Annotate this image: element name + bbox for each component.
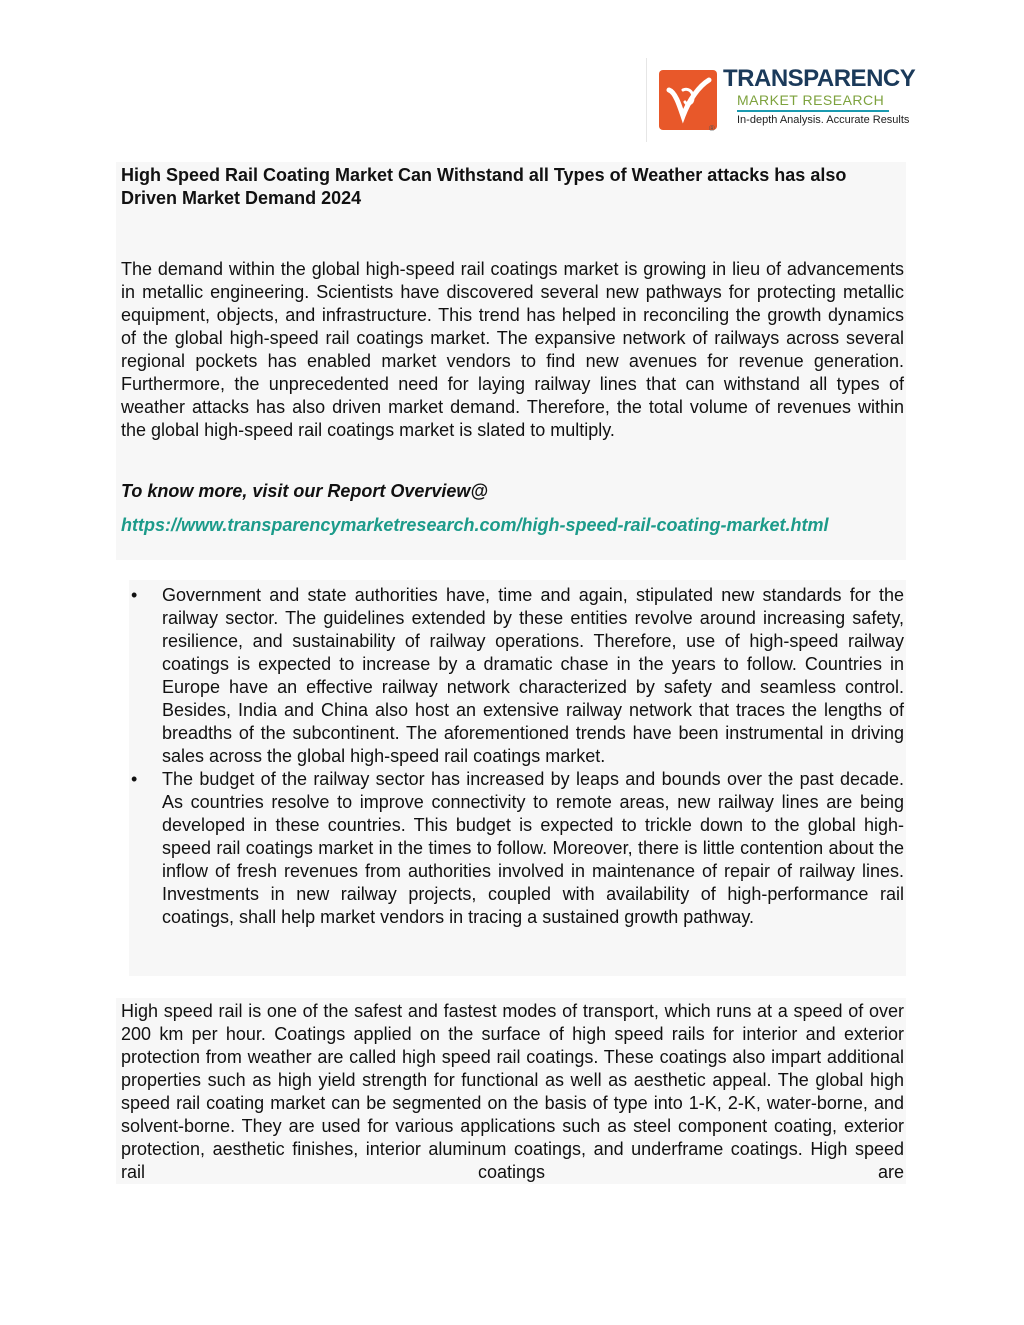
- list-item: [129, 584, 904, 768]
- logo-divider: [737, 110, 889, 112]
- logo-name: TRANSPARENCY: [723, 65, 916, 92]
- bullet-icon: •: [131, 769, 138, 789]
- intro-paragraph: The demand within the global high-speed rail coatings market is growing in lieu of advancements in metallic engineering. Scientists have discovered several new pathways for protecting metallic equipment, objects, and infrastructure. This trend has helped in reconciling the growth dynamics of the global high-speed rail coatings market. The expansive network of railways across several regional pockets has enabled market vendors to find new avenues for revenue generation. Furthermore, the unprecedented need for laying railway lines that can withstand all types of weather attacks has also driven market demand. Therefore, the total volume of revenues within the global high-speed rail coatings market is slated to multiply.: [121, 259, 904, 440]
- bullet-text: The budget of the railway sector has increased by leaps and bounds over the past decade. As countries resolve to improve connectivity to remote areas, new railway lines are being developed in these countries. This budget is expected to trickle down to the global high-speed rail coatings market in the times to follow. Moreover, there is little contention about the inflow of fresh revenues from authorities involved in maintenance of repair of railway lines. Investments in new railway projects, coupled with availability of high-performance rail coatings, shall help market vendors in tracing a sustained growth pathway.: [162, 769, 904, 927]
- closing-paragraph: High speed rail is one of the safest and fastest modes of transport, which runs at a speed of over 200 km per hour. Coatings applied on the surface of high speed rails for interior and exterior protection from weather are called high speed rail coatings. These coatings also impart additional properties such as high yield strength for functional as well as aesthetic appeal. The global high speed rail coating market can be segmented on the basis of type into 1-K, 2-K, water-borne, and solvent-borne. They are used for various applications such as steel component coating, exterior protection, aesthetic finishes, interior aluminum coatings, and underframe coatings. High speed rail coatings are: [121, 1001, 904, 1182]
- list-item: [129, 768, 904, 929]
- company-logo: [646, 58, 916, 142]
- bullet-text: Government and state authorities have, time and again, stipulated new standards for the railway sector. The guidelines extended by these entities revolve around increasing safety, resilience, and sustainability of railway operations. Therefore, use of high-speed railway coatings is expected to increase by a dramatic chase in the years to follow. Countries in Europe have an effective railway network characterized by safety and seamless control. Besides, India and China also host an extensive railway network that traces the lengths of breadths of the subcontinent. The aforementioned trends have been instrumental in driving sales across the global high-speed rail coatings market.: [162, 585, 904, 766]
- report-overview-label: To know more, visit our Report Overview@: [121, 481, 488, 501]
- bullet-icon: •: [131, 585, 138, 605]
- logo-subtitle: MARKET RESEARCH: [737, 92, 885, 108]
- logo-tagline: In-depth Analysis. Accurate Results: [737, 114, 910, 126]
- logo-mark-icon: [659, 70, 717, 130]
- bullet-list: [129, 584, 904, 929]
- article-title: High Speed Rail Coating Market Can Withstand all Types of Weather attacks has also Driven Market Demand 2024: [121, 165, 847, 208]
- report-link[interactable]: https://www.transparencymarketresearch.com/high-speed-rail-coating-market.html: [121, 515, 829, 535]
- registered-mark: ®: [709, 124, 715, 133]
